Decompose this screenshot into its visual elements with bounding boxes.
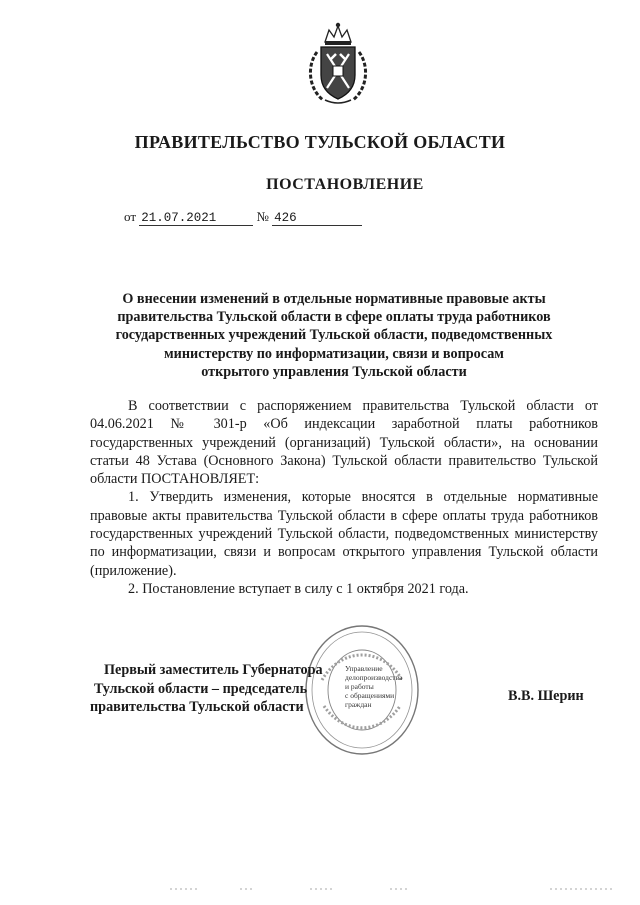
date-number-line bbox=[124, 209, 362, 226]
title-line: правительства Тульской области в сфере оплаты труда работников bbox=[117, 309, 551, 326]
signatory-name: В.В. Шерин bbox=[508, 688, 584, 704]
signatory-position bbox=[90, 661, 323, 717]
title-line: О внесении изменений в отдельные нормативные правовые акты bbox=[122, 291, 546, 307]
preamble-paragraph: В соответствии с распоряжением правительства Тульской области от 04.06.2021 № 301-р «Об индексации заработной платы работников государственных учреждений (организаций) Тульской области», на основании статьи 48 Устава (Основного Закона) Тульской области правительство Тульской области ПОСТАНОВЛЯЕТ: bbox=[90, 398, 598, 488]
title-line: государственных учреждений Тульской области, подведомственных bbox=[115, 327, 553, 344]
position-line: Тульской области – председатель bbox=[94, 680, 308, 697]
position-line: правительства Тульской области bbox=[90, 699, 304, 716]
government-name: ПРАВИТЕЛЬСТВО ТУЛЬСКОЙ ОБЛАСТИ bbox=[134, 132, 506, 152]
position-line: Первый заместитель Губернатора bbox=[104, 662, 323, 678]
document-title bbox=[80, 290, 588, 381]
document-type: ПОСТАНОВЛЕНИЕ bbox=[266, 176, 424, 193]
title-line: открытого управления Тульской области bbox=[201, 363, 467, 380]
document-body bbox=[90, 397, 598, 598]
number-prefix: № bbox=[256, 209, 269, 224]
scan-noise bbox=[160, 886, 620, 892]
document-number: 426 bbox=[272, 211, 362, 226]
date-prefix: от bbox=[124, 209, 137, 224]
item-paragraph: 2. Постановление вступает в силу с 1 октября 2021 года. bbox=[128, 580, 469, 597]
title-line: министерству по информатизации, связи и вопросам bbox=[164, 345, 504, 362]
stamp-text: Управление делопроизводства и работы с обращениями граждан bbox=[345, 664, 403, 709]
item-paragraph: 1. Утвердить изменения, которые вносятся в отдельные нормативные правовые акты правительства Тульской области в сфере оплаты труда работников государственных учреждений Тульской области, подведомственных министерству по информатизации, связи и вопросам открытого управления Тульской области (приложение). bbox=[90, 489, 598, 579]
coat-of-arms-icon bbox=[303, 20, 373, 106]
document-date: 21.07.2021 bbox=[139, 211, 253, 226]
